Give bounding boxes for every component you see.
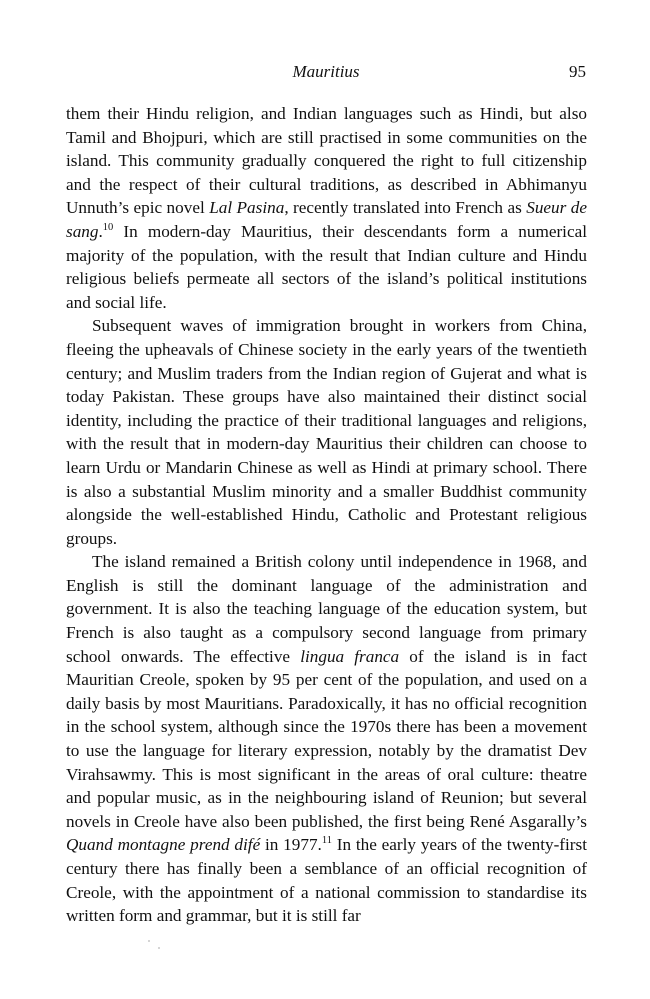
title-quand-montagne-prend-dife: Quand montagne prend difé xyxy=(66,835,261,855)
paragraph-3-text-c: in 1977. xyxy=(260,835,322,855)
paragraph-3-text-b: of the island is in fact Mauritian Creole, spoken by 95 per cent of the population, and used on a daily basis by most Mauritians. Paradoxically, it has no official recognition in the school system, although since the 1970s there has been a movement to use the language for literary expression, notably by the dramatist Dev Virahsawmy. This is most significant in the areas of oral culture: theatre and popular music, as in the neighbouring island of Reunion; but several novels in Creole have also been published, the first being René Asgarally’s xyxy=(66,646,587,831)
paragraph-2: Subsequent waves of immigration brought in workers from China, fleeing the upheavals of Chinese society in the early years of the twentieth century; and Muslim traders from the Indian region of Gujerat and what is today Pakistan. These groups have also maintained their distinct social identity, including the practice of their traditional languages and religions, with the result that in modern-day Mauritius their children can choose to learn Urdu or Mandarin Chinese as well as Hindi at primary school. There is also a substantial Muslim minority and a smaller Buddhist community alongside the well-established Hindu, Catholic and Protestant religious groups. xyxy=(66,316,587,548)
page-number: 95 xyxy=(569,62,586,81)
paragraph-1-text-d: In modern-day Mauritius, their descendants form a numerical majority of the population, with the result that Indian culture and Hindu religious beliefs permeate all sectors of the island’s political institutions and social life. xyxy=(66,221,587,312)
running-header xyxy=(66,62,586,86)
title-sueur-de-sang: Sueur de sang xyxy=(66,198,588,241)
paragraph-3 xyxy=(66,550,587,928)
footnote-ref-11: 11 xyxy=(321,835,332,847)
body-text xyxy=(66,102,587,928)
paragraph-3-text-d: In the early years of the twenty-first century there has finally been a semblance of an official recognition of Creole, with the appointment of a national commission to standardise its written form and grammar, but it is still far xyxy=(66,835,587,926)
scan-speck xyxy=(148,940,150,942)
scan-speck xyxy=(158,947,160,949)
running-title: Mauritius xyxy=(292,62,360,81)
paragraph-1-text-b: , recently translated into French as xyxy=(284,198,527,218)
footnote-ref-10: 10 xyxy=(102,221,114,233)
term-lingua-franca: lingua franca xyxy=(300,646,400,666)
paragraph-1-text-c: . xyxy=(98,221,103,241)
title-lal-pasina: Lal Pasina xyxy=(209,198,285,218)
paragraph-1-text-a: them their Hindu religion, and Indian languages such as Hindi, but also Tamil and Bhojpuri, which are still practised in some communities on the island. This community gradually conquered the right to full citizenship and the respect of their cultural traditions, as described in Abhimanyu Unnuth’s epic novel xyxy=(66,104,587,218)
paragraph-1 xyxy=(66,102,587,314)
paragraph-3-text-a: The island remained a British colony until independence in 1968, and English is still the dominant language of the administration and government. It is also the teaching language of the education system, but French is also taught as a compulsory second language from primary school onwards. The effective xyxy=(66,552,587,666)
